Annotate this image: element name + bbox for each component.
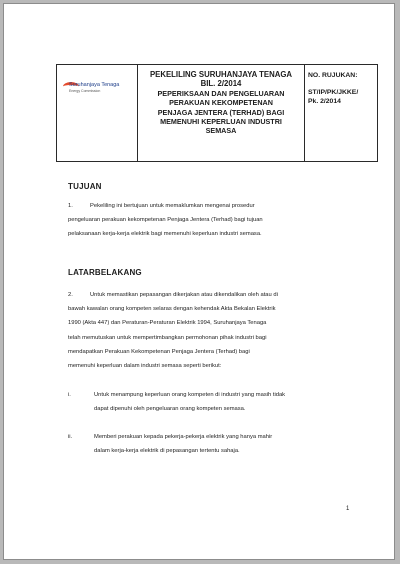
paragraph-tujuan (68, 199, 368, 242)
list-item-line: dapat dipenuhi oleh pengeluaran orang kompeten semasa. (94, 406, 246, 413)
list-item-number: ii. (68, 434, 73, 440)
section-heading-tujuan: TUJUAN (68, 182, 102, 191)
list-item-line: Memberi perakuan kepada pekerja-pekerja elektrik yang hanya mahir (94, 434, 273, 440)
document-page (3, 3, 395, 560)
logo-cell (57, 65, 138, 161)
section-heading-latarbelakang: LATARBELAKANG (68, 268, 142, 277)
paragraph-line: pelaksanaan kerja-kerja elektrik bagi memenuhi keperluan industri semasa. (68, 231, 262, 238)
paragraph-line: memenuhi keperluan dalam industri semasa seperti berikut: (68, 363, 222, 370)
paragraph-line: pengeluaran perakuan kekompetenan Penjaga Jentera (Terhad) bagi tujuan (68, 217, 263, 224)
paragraph-line: 1. Pekeliling ini bertujuan untuk memaklumkan mengenai prosedur (68, 199, 368, 213)
paragraph-line: 1990 (Akta 447) dan Peraturan-Peraturan Elektrik 1994, Suruhanjaya Tenaga (68, 320, 267, 327)
list-item-number: i. (68, 392, 71, 398)
title-line: PEPERIKSAAN DAN PENGELUARAN (157, 88, 285, 98)
reference-value: Pk. 2/2014 (308, 98, 341, 105)
reference-value: ST/IP/PK/JKKE/ (308, 89, 359, 96)
title-line: PERAKUAN KEKOMPETENAN (169, 98, 273, 108)
title-number: BIL. 2/2014 (200, 79, 242, 89)
paragraph-line: bawah kawalan orang kompeten selaras dengan kehendak Akta Bekalan Elektrik (68, 306, 276, 313)
reference-label: NO. RUJUKAN: (308, 72, 358, 79)
list-item-line: Untuk menampung keperluan orang kompeten di industri yang masih tidak (94, 392, 286, 398)
list-item (68, 388, 368, 416)
title-line: PEKELILING SURUHANJAYA TENAGA (149, 70, 293, 79)
list-item-line: dalam kerja-kerja elektrik di pepasangan tertentu sahaja. (94, 448, 240, 455)
title-cell (138, 65, 305, 161)
paragraph-number: 2. (68, 292, 73, 298)
title-line: MEMENUHI KEPERLUAN INDUSTRI (160, 117, 282, 127)
circular-header-table (56, 64, 378, 162)
title-line: PENJAGA JENTERA (TERHAD) BAGI (157, 107, 285, 117)
paragraph-line: mendapatkan Perakuan Kekompetenan Penjaga Jentera (Terhad) bagi (68, 348, 250, 355)
title-line: SEMASA (205, 126, 237, 136)
logo-tagline: Energy Commission (69, 89, 101, 93)
paragraph-latarbelakang (68, 288, 368, 373)
list-item (68, 430, 368, 458)
paragraph-line: 2. Untuk memastikan pepasangan dikerjakan atau dikendalikan oleh atau di (68, 288, 368, 302)
page-number: 1 (346, 506, 350, 512)
paragraph-number: 1. (68, 203, 73, 209)
reference-cell (305, 65, 377, 161)
paragraph-line: telah memutuskan untuk mempertimbangkan permohonan pihak industri bagi (68, 334, 267, 341)
logo-name: Suruhanjaya Tenaga (69, 82, 120, 88)
